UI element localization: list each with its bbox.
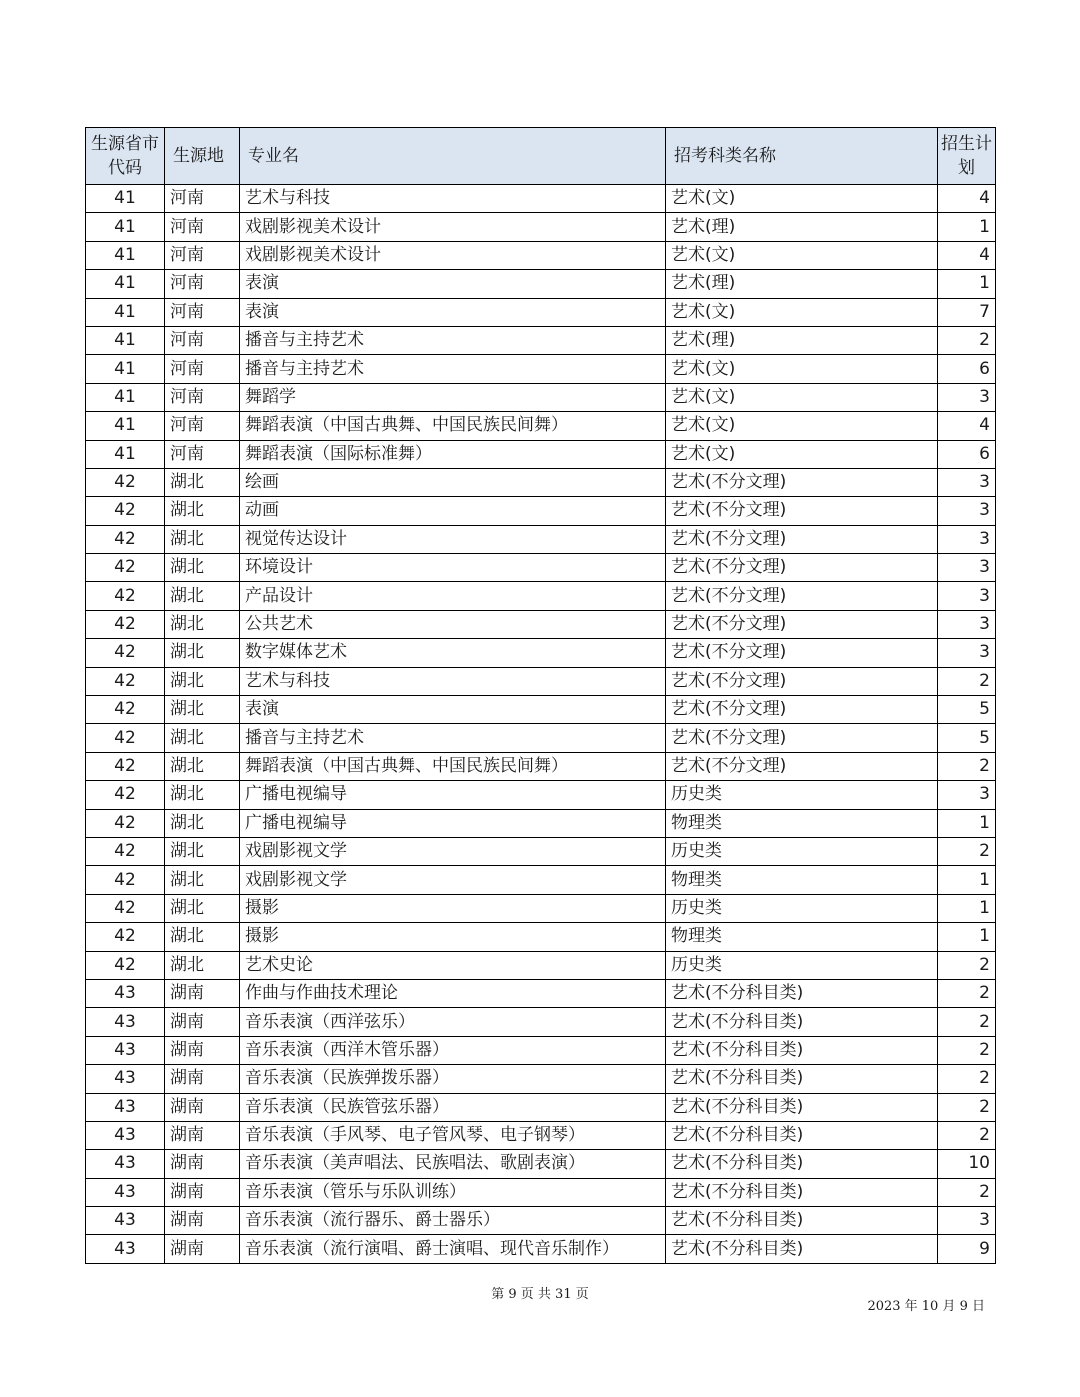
table-row xyxy=(86,582,996,610)
cell-code: 42 xyxy=(86,724,165,752)
cell-major: 广播电视编导 xyxy=(240,781,666,809)
cell-plan: 7 xyxy=(938,298,996,326)
cell-code: 42 xyxy=(86,610,165,638)
header-major: 专业名 xyxy=(240,128,666,185)
header-row xyxy=(86,128,996,185)
cell-major: 音乐表演（西洋弦乐） xyxy=(240,1008,666,1036)
cell-category: 艺术(文) xyxy=(666,241,938,269)
cell-code: 41 xyxy=(86,383,165,411)
cell-category: 艺术(不分文理) xyxy=(666,525,938,553)
cell-major: 动画 xyxy=(240,497,666,525)
table-row xyxy=(86,1178,996,1206)
cell-plan: 3 xyxy=(938,468,996,496)
cell-major: 表演 xyxy=(240,696,666,724)
table-row xyxy=(86,1036,996,1064)
cell-category: 艺术(不分文理) xyxy=(666,554,938,582)
cell-category: 物理类 xyxy=(666,923,938,951)
cell-province: 湖北 xyxy=(165,923,240,951)
cell-category: 艺术(不分文理) xyxy=(666,667,938,695)
cell-province: 湖北 xyxy=(165,468,240,496)
cell-major: 戏剧影视美术设计 xyxy=(240,213,666,241)
cell-code: 43 xyxy=(86,1036,165,1064)
cell-province: 河南 xyxy=(165,326,240,354)
cell-code: 42 xyxy=(86,696,165,724)
cell-code: 42 xyxy=(86,809,165,837)
table-row xyxy=(86,696,996,724)
cell-major: 音乐表演（流行器乐、爵士器乐） xyxy=(240,1207,666,1235)
table-row xyxy=(86,809,996,837)
cell-major: 公共艺术 xyxy=(240,610,666,638)
header-plan: 招生计划 xyxy=(938,128,996,185)
cell-category: 历史类 xyxy=(666,837,938,865)
cell-plan: 3 xyxy=(938,639,996,667)
cell-plan: 4 xyxy=(938,412,996,440)
cell-plan: 2 xyxy=(938,1008,996,1036)
cell-code: 42 xyxy=(86,781,165,809)
cell-plan: 1 xyxy=(938,213,996,241)
cell-code: 43 xyxy=(86,1207,165,1235)
cell-code: 43 xyxy=(86,979,165,1007)
cell-major: 表演 xyxy=(240,270,666,298)
cell-province: 湖北 xyxy=(165,894,240,922)
cell-plan: 6 xyxy=(938,440,996,468)
cell-category: 艺术(不分科目类) xyxy=(666,1178,938,1206)
cell-category: 艺术(理) xyxy=(666,213,938,241)
cell-code: 42 xyxy=(86,497,165,525)
cell-major: 作曲与作曲技术理论 xyxy=(240,979,666,1007)
table-row xyxy=(86,355,996,383)
cell-category: 艺术(理) xyxy=(666,326,938,354)
table-row xyxy=(86,752,996,780)
cell-plan: 1 xyxy=(938,866,996,894)
cell-major: 戏剧影视文学 xyxy=(240,837,666,865)
header-province: 生源地 xyxy=(165,128,240,185)
cell-major: 产品设计 xyxy=(240,582,666,610)
cell-province: 湖北 xyxy=(165,639,240,667)
cell-plan: 3 xyxy=(938,582,996,610)
cell-province: 湖南 xyxy=(165,1207,240,1235)
cell-category: 物理类 xyxy=(666,809,938,837)
cell-province: 湖南 xyxy=(165,979,240,1007)
cell-major: 音乐表演（管乐与乐队训练） xyxy=(240,1178,666,1206)
cell-category: 艺术(不分文理) xyxy=(666,696,938,724)
cell-province: 河南 xyxy=(165,270,240,298)
cell-major: 表演 xyxy=(240,298,666,326)
cell-plan: 9 xyxy=(938,1235,996,1263)
cell-category: 艺术(不分科目类) xyxy=(666,1207,938,1235)
cell-plan: 5 xyxy=(938,696,996,724)
cell-category: 历史类 xyxy=(666,894,938,922)
cell-plan: 4 xyxy=(938,241,996,269)
cell-province: 湖北 xyxy=(165,866,240,894)
table-row xyxy=(86,270,996,298)
cell-province: 湖南 xyxy=(165,1065,240,1093)
cell-province: 湖南 xyxy=(165,1150,240,1178)
cell-major: 艺术与科技 xyxy=(240,185,666,213)
cell-code: 41 xyxy=(86,412,165,440)
table-row xyxy=(86,298,996,326)
table-row xyxy=(86,468,996,496)
cell-province: 湖北 xyxy=(165,752,240,780)
cell-code: 42 xyxy=(86,468,165,496)
cell-province: 河南 xyxy=(165,185,240,213)
cell-plan: 1 xyxy=(938,809,996,837)
cell-major: 播音与主持艺术 xyxy=(240,724,666,752)
cell-major: 音乐表演（手风琴、电子管风琴、电子钢琴） xyxy=(240,1121,666,1149)
cell-province: 河南 xyxy=(165,412,240,440)
cell-province: 河南 xyxy=(165,298,240,326)
cell-major: 广播电视编导 xyxy=(240,809,666,837)
cell-province: 湖南 xyxy=(165,1093,240,1121)
cell-category: 艺术(不分文理) xyxy=(666,724,938,752)
cell-province: 湖南 xyxy=(165,1036,240,1064)
cell-major: 音乐表演（流行演唱、爵士演唱、现代音乐制作） xyxy=(240,1235,666,1263)
cell-code: 43 xyxy=(86,1008,165,1036)
table-row xyxy=(86,440,996,468)
cell-province: 河南 xyxy=(165,440,240,468)
cell-major: 视觉传达设计 xyxy=(240,525,666,553)
table-row xyxy=(86,979,996,1007)
cell-major: 音乐表演（美声唱法、民族唱法、歌剧表演） xyxy=(240,1150,666,1178)
cell-province: 湖北 xyxy=(165,582,240,610)
cell-code: 42 xyxy=(86,951,165,979)
table-row xyxy=(86,554,996,582)
cell-category: 艺术(文) xyxy=(666,355,938,383)
document-date: 2023 年 10 月 9 日 xyxy=(867,1299,985,1314)
cell-category: 艺术(不分文理) xyxy=(666,468,938,496)
table-row xyxy=(86,1008,996,1036)
cell-code: 41 xyxy=(86,270,165,298)
cell-code: 41 xyxy=(86,213,165,241)
cell-plan: 2 xyxy=(938,1036,996,1064)
header-code: 生源省市代码 xyxy=(86,128,165,185)
cell-plan: 3 xyxy=(938,383,996,411)
table-row xyxy=(86,667,996,695)
cell-major: 舞蹈学 xyxy=(240,383,666,411)
page-number: 第 9 页 共 31 页 xyxy=(491,1287,589,1302)
cell-major: 舞蹈表演（国际标准舞） xyxy=(240,440,666,468)
header-category: 招考科类名称 xyxy=(666,128,938,185)
table-row xyxy=(86,497,996,525)
cell-code: 41 xyxy=(86,185,165,213)
cell-category: 艺术(文) xyxy=(666,298,938,326)
cell-code: 42 xyxy=(86,667,165,695)
cell-plan: 2 xyxy=(938,1065,996,1093)
cell-category: 艺术(不分科目类) xyxy=(666,979,938,1007)
cell-category: 历史类 xyxy=(666,781,938,809)
enrollment-plan-table xyxy=(85,127,996,1264)
table-row xyxy=(86,923,996,951)
cell-code: 42 xyxy=(86,639,165,667)
cell-province: 湖北 xyxy=(165,554,240,582)
cell-major: 摄影 xyxy=(240,894,666,922)
cell-category: 艺术(文) xyxy=(666,185,938,213)
cell-plan: 2 xyxy=(938,752,996,780)
cell-major: 艺术与科技 xyxy=(240,667,666,695)
cell-code: 42 xyxy=(86,582,165,610)
cell-province: 湖北 xyxy=(165,837,240,865)
cell-code: 43 xyxy=(86,1093,165,1121)
cell-plan: 3 xyxy=(938,781,996,809)
table-row xyxy=(86,951,996,979)
cell-plan: 3 xyxy=(938,497,996,525)
cell-plan: 2 xyxy=(938,1178,996,1206)
cell-province: 湖北 xyxy=(165,724,240,752)
table-row xyxy=(86,1150,996,1178)
cell-code: 41 xyxy=(86,355,165,383)
table-row xyxy=(86,1121,996,1149)
cell-code: 41 xyxy=(86,241,165,269)
cell-plan: 2 xyxy=(938,979,996,1007)
cell-province: 湖北 xyxy=(165,525,240,553)
cell-province: 湖南 xyxy=(165,1008,240,1036)
cell-province: 河南 xyxy=(165,355,240,383)
cell-province: 湖北 xyxy=(165,497,240,525)
cell-category: 艺术(不分科目类) xyxy=(666,1121,938,1149)
cell-code: 41 xyxy=(86,326,165,354)
table-body xyxy=(86,185,996,1264)
cell-plan: 1 xyxy=(938,923,996,951)
cell-plan: 2 xyxy=(938,837,996,865)
cell-category: 艺术(文) xyxy=(666,412,938,440)
cell-code: 42 xyxy=(86,894,165,922)
cell-category: 艺术(不分科目类) xyxy=(666,1065,938,1093)
table-row xyxy=(86,412,996,440)
table-row xyxy=(86,213,996,241)
cell-plan: 2 xyxy=(938,951,996,979)
cell-plan: 5 xyxy=(938,724,996,752)
table-row xyxy=(86,1065,996,1093)
cell-code: 43 xyxy=(86,1121,165,1149)
cell-code: 42 xyxy=(86,837,165,865)
cell-code: 42 xyxy=(86,866,165,894)
cell-plan: 2 xyxy=(938,667,996,695)
cell-plan: 2 xyxy=(938,326,996,354)
table-row xyxy=(86,639,996,667)
cell-category: 艺术(不分科目类) xyxy=(666,1150,938,1178)
cell-major: 环境设计 xyxy=(240,554,666,582)
cell-plan: 2 xyxy=(938,1121,996,1149)
cell-province: 湖南 xyxy=(165,1121,240,1149)
table-row xyxy=(86,610,996,638)
cell-category: 艺术(文) xyxy=(666,383,938,411)
cell-province: 湖北 xyxy=(165,951,240,979)
table-row xyxy=(86,866,996,894)
cell-major: 摄影 xyxy=(240,923,666,951)
cell-code: 42 xyxy=(86,752,165,780)
enrollment-plan-table-container xyxy=(85,127,995,1264)
cell-plan: 1 xyxy=(938,894,996,922)
table-row xyxy=(86,185,996,213)
cell-code: 43 xyxy=(86,1178,165,1206)
cell-category: 艺术(不分科目类) xyxy=(666,1093,938,1121)
table-row xyxy=(86,383,996,411)
cell-major: 艺术史论 xyxy=(240,951,666,979)
cell-code: 43 xyxy=(86,1150,165,1178)
cell-major: 舞蹈表演（中国古典舞、中国民族民间舞） xyxy=(240,752,666,780)
cell-plan: 3 xyxy=(938,525,996,553)
cell-category: 艺术(不分科目类) xyxy=(666,1235,938,1263)
cell-category: 艺术(不分文理) xyxy=(666,752,938,780)
cell-code: 42 xyxy=(86,525,165,553)
cell-plan: 3 xyxy=(938,610,996,638)
table-header xyxy=(86,128,996,185)
cell-major: 舞蹈表演（中国古典舞、中国民族民间舞） xyxy=(240,412,666,440)
cell-category: 艺术(不分科目类) xyxy=(666,1036,938,1064)
cell-major: 戏剧影视文学 xyxy=(240,866,666,894)
table-row xyxy=(86,837,996,865)
cell-major: 戏剧影视美术设计 xyxy=(240,241,666,269)
cell-code: 42 xyxy=(86,554,165,582)
table-row xyxy=(86,525,996,553)
cell-province: 湖南 xyxy=(165,1178,240,1206)
cell-plan: 3 xyxy=(938,1207,996,1235)
cell-category: 艺术(不分科目类) xyxy=(666,1008,938,1036)
table-row xyxy=(86,326,996,354)
cell-major: 数字媒体艺术 xyxy=(240,639,666,667)
cell-province: 湖北 xyxy=(165,610,240,638)
table-row xyxy=(86,781,996,809)
cell-code: 41 xyxy=(86,298,165,326)
cell-province: 河南 xyxy=(165,241,240,269)
cell-category: 艺术(理) xyxy=(666,270,938,298)
cell-plan: 10 xyxy=(938,1150,996,1178)
table-row xyxy=(86,241,996,269)
cell-province: 湖北 xyxy=(165,696,240,724)
cell-code: 42 xyxy=(86,923,165,951)
cell-province: 湖北 xyxy=(165,809,240,837)
cell-major: 音乐表演（民族管弦乐器） xyxy=(240,1093,666,1121)
table-row xyxy=(86,1207,996,1235)
cell-plan: 3 xyxy=(938,554,996,582)
cell-major: 播音与主持艺术 xyxy=(240,326,666,354)
cell-province: 湖南 xyxy=(165,1235,240,1263)
table-row xyxy=(86,1235,996,1263)
cell-category: 艺术(不分文理) xyxy=(666,497,938,525)
cell-code: 41 xyxy=(86,440,165,468)
cell-major: 音乐表演（西洋木管乐器） xyxy=(240,1036,666,1064)
cell-province: 河南 xyxy=(165,213,240,241)
cell-plan: 6 xyxy=(938,355,996,383)
cell-major: 播音与主持艺术 xyxy=(240,355,666,383)
cell-category: 艺术(不分文理) xyxy=(666,639,938,667)
cell-major: 绘画 xyxy=(240,468,666,496)
cell-category: 历史类 xyxy=(666,951,938,979)
cell-code: 43 xyxy=(86,1065,165,1093)
cell-plan: 1 xyxy=(938,270,996,298)
cell-plan: 2 xyxy=(938,1093,996,1121)
cell-plan: 4 xyxy=(938,185,996,213)
cell-province: 湖北 xyxy=(165,667,240,695)
cell-category: 艺术(不分文理) xyxy=(666,610,938,638)
cell-category: 物理类 xyxy=(666,866,938,894)
cell-province: 河南 xyxy=(165,383,240,411)
table-row xyxy=(86,1093,996,1121)
cell-major: 音乐表演（民族弹拨乐器） xyxy=(240,1065,666,1093)
cell-category: 艺术(文) xyxy=(666,440,938,468)
table-row xyxy=(86,894,996,922)
cell-code: 43 xyxy=(86,1235,165,1263)
cell-category: 艺术(不分文理) xyxy=(666,582,938,610)
table-row xyxy=(86,724,996,752)
cell-province: 湖北 xyxy=(165,781,240,809)
